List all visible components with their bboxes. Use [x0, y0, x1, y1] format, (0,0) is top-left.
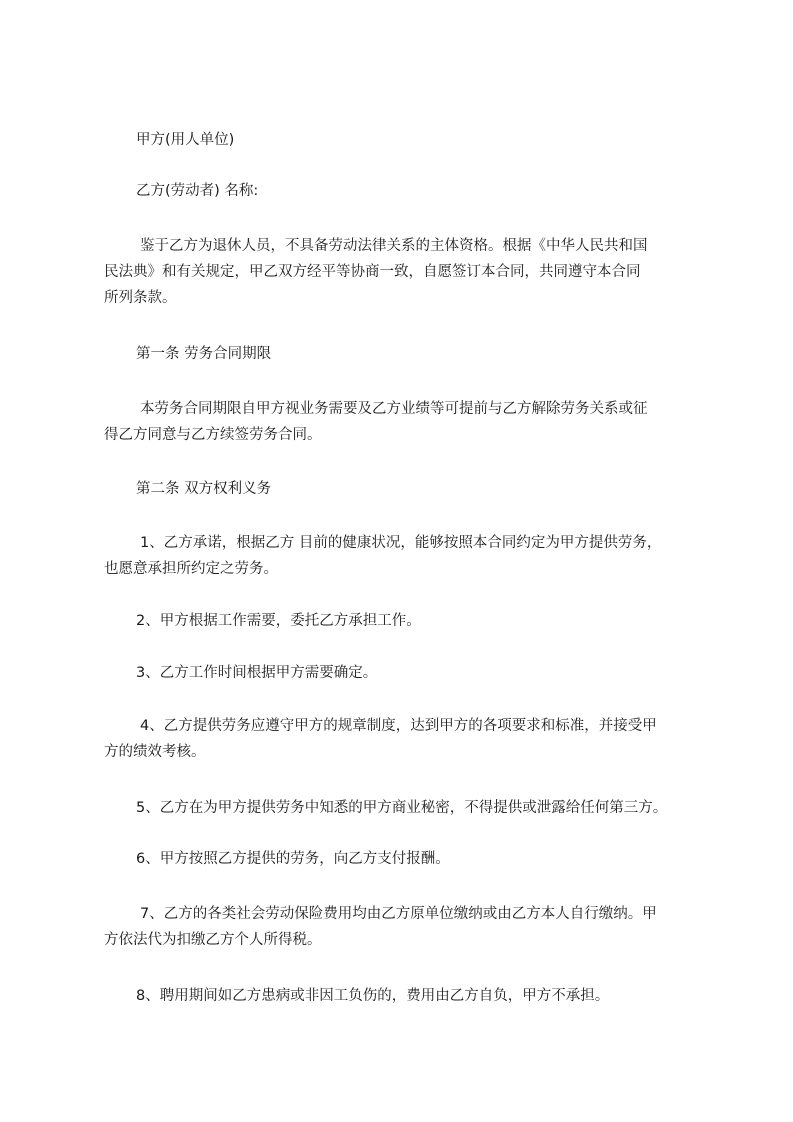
item-6-paragraph: [104, 846, 716, 872]
item-7-line-2: 方依法代为扣缴乙方个人所得税。: [104, 932, 322, 948]
item-4-line-1: 4、乙方提供劳务应遵守甲方的规章制度，达到甲方的各项要求和标准，并接受甲: [140, 718, 657, 734]
item-2-text: 2、甲方根据工作需要，委托乙方承担工作。: [136, 613, 421, 629]
party-a-line: [104, 127, 716, 153]
item-3-text: 3、乙方工作时间根据甲方需要确定。: [136, 665, 378, 681]
party-a-text: 甲方(用人单位): [136, 132, 235, 148]
article-1-line-2: 得乙方同意与乙方续签劳务合同。: [104, 427, 322, 443]
item-7-paragraph: [104, 901, 716, 953]
item-1-line-1: 1、乙方承诺，根据乙方 目前的健康状况，能够按照本合同约定为甲方提供劳务，: [140, 535, 662, 551]
preamble-line-3: 所列条款。: [104, 290, 177, 306]
item-3-paragraph: [104, 660, 716, 686]
item-2-paragraph: [104, 608, 716, 634]
article-2-heading: [104, 476, 716, 502]
item-8-paragraph: [104, 983, 716, 1009]
preamble-paragraph: [104, 233, 716, 311]
item-1-line-2: 也愿意承担所约定之劳务。: [104, 561, 278, 577]
item-7-line-1: 7、乙方的各类社会劳动保险费用均由乙方原单位缴纳或由乙方本人自行缴纳。甲: [140, 906, 657, 922]
party-b-text: 乙方(劳动者) 名称:: [136, 183, 259, 199]
item-5-paragraph: [104, 795, 716, 821]
article-1-paragraph: [104, 396, 716, 448]
item-6-text: 6、甲方按照乙方提供的劳务，向乙方支付报酬。: [136, 851, 450, 867]
item-4-line-2: 方的绩效考核。: [104, 744, 206, 760]
item-8-text: 8、聘用期间如乙方患病或非因工负伤的，费用由乙方自负，甲方不承担。: [136, 988, 610, 1004]
article-1-line-1: 本劳务合同期限自甲方视业务需要及乙方业绩等可提前与乙方解除劳务关系或征: [140, 401, 648, 417]
preamble-line-1: 鉴于乙方为退休人员，不具备劳动法律关系的主体资格。根据《中华人民共和国: [140, 238, 648, 254]
preamble-line-2: 民法典》和有关规定，甲乙双方经平等协商一致，自愿签订本合同，共同遵守本合同: [104, 264, 641, 280]
item-4-paragraph: [104, 713, 716, 765]
item-5-text: 5、乙方在为甲方提供劳务中知悉的甲方商业秘密，不得提供或泄露给任何第三方。: [136, 800, 668, 816]
article-1-heading: [104, 341, 716, 367]
article-2-title: 第二条 双方权利义务: [136, 481, 272, 497]
party-b-line: [104, 178, 716, 204]
article-1-title: 第一条 劳务合同期限: [136, 346, 272, 362]
item-1-paragraph: [104, 530, 716, 582]
